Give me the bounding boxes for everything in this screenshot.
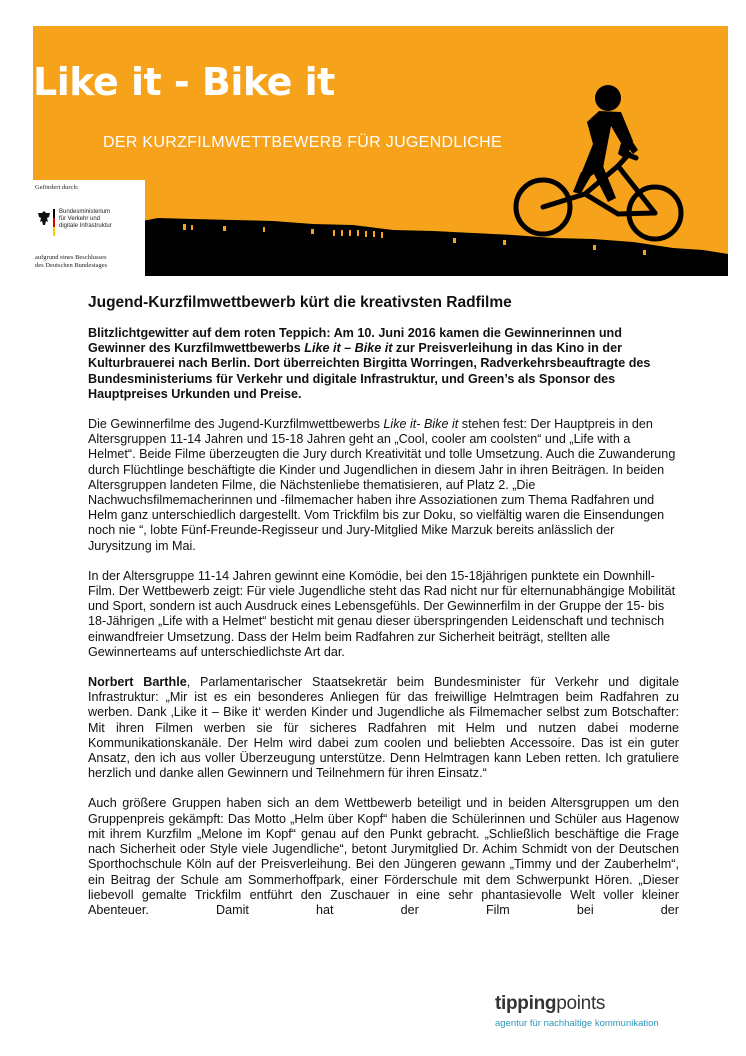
tippingpoints-logo bbox=[495, 993, 685, 1029]
paragraph-winners: Die Gewinnerfilme des Jugend-Kurzfilmwettbewerbs Like it- Bike it stehen fest: Der Hauptpreis in den Altersgruppen 11-14 Jahren und 15-18 Jahren geht an „Cool, cooler am coolsten“ und „Life with a Helmet“. Beide Filme überzeugten die Jury durch Kreativität und tolle Umsetzung. Auch die Zuwanderung durch Flüchtlinge beschäftigte die Kinder und Jugendlichen in diesem Jahr in ihren Beiträgen. In beiden Altersgruppen landeten Filme, die Nächstenliebe thematisieren, auf Platz 2. „Die Nachwuchsfilmemacherinnen und -filmemacher haben ihre Assoziationen zum Thema Radfahren und Helm ganz unterschiedlich dargestellt. Vom Trickfilm bis zur Doku, so vielfältig waren die Einsendungen noch nie “, lobte Fünf-Freunde-Regisseur und Jury-Mitglied Mike Marzuk bereits anlässlich der Jurysitzung im Mai. bbox=[88, 417, 676, 553]
ministry-name: Bundesministerium für Verkehr und digitale Infrastruktur bbox=[59, 209, 112, 229]
funder-logo-box bbox=[33, 180, 145, 276]
banner-title: Like it - Bike it bbox=[33, 60, 335, 104]
article-headline: Jugend-Kurzfilmwettbewerb kürt die kreativsten Radfilme bbox=[88, 294, 512, 311]
paragraph-group-prize: Auch größere Gruppen haben sich an dem Wettbewerb beteiligt und in beiden Altersgruppen um den Gruppenpreis gekämpft: Das Motto „Helm über Kopf“ haben die Schülerinnen und Schüler aus Hagenow mit ihrem Kurzfilm „Melone im Kopf“ genau auf den Punkt gebracht. „Schließlich beschäftige die Frage nach Sicherheit oder Style viele Jugendliche“, betont Jurymitglied Dr. Achim Schmidt von der Deutschen Sporthochschule Köln auf der Preisverleihung. Bei den Jüngeren gewann „Timmy und der Zauberhelm“, ein Beitrag der Schule am Sommerhoffpark, einer Förderschule mit dem Schwerpunkt Hören. „Dieser liebevoll gemalte Trickfilm entführt den Zuschauer in eine sehr phantasievolle Welt voller kleiner Abenteuer. Damit hat der Film bei der bbox=[88, 796, 679, 917]
film-title: Like it – Bike it bbox=[304, 341, 393, 356]
federal-eagle-icon bbox=[37, 210, 51, 226]
paragraph-quote: Norbert Barthle, Parlamentarischer Staatsekretär beim Bundesminister für Verkehr und digitale Infrastruktur: „Mir ist es ein besonderes Anliegen für das freiwillige Helmtragen beim Radfahren zu werben. Dank ‚Like it – Bike it‘ werden Kinder und Jugendliche als Filmemacher selbst zum Botschafter: Mit ihren Filmen werben sie für sicheres Radfahren mit Helm und nutzen dabei moderne Kommunikationskanäle. Der Helm wird dabei zum coolen und beliebten Accessoire. Das ist ein guter Ansatz, den ich aus voller Überzeugung unterstütze. Denn Helmtragen kann Leben retten. Ich gratuliere herzlich und danke allen Gewinnern und Teilnehmern für ihren Einsatz.“ bbox=[88, 675, 679, 781]
banner-subtitle: DER KURZFILMWETTBEWERB FÜR JUGENDLICHE bbox=[103, 134, 502, 151]
film-title: Like it- Bike it bbox=[383, 417, 459, 432]
parliament-note: aufgrund eines Beschlusses des Deutschen Bundestages bbox=[35, 254, 108, 269]
supported-by-label: Gefördert durch: bbox=[35, 184, 79, 191]
speaker-name: Norbert Barthle bbox=[88, 675, 187, 690]
article-body bbox=[88, 294, 679, 918]
paragraph-age-groups: In der Altersgruppe 11-14 Jahren gewinnt eine Komödie, bei den 15-18jährigen punktete ein Downhill-Film. Der Wettbewerb zeigt: Für viele Jugendliche steht das Rad nicht nur für elternunabhängige Mobilität und Sport, sondern ist auch Ausdruck eines Lebensgefühls. Der Gewinnerfilm in der Gruppe der 15- bis 18-Jährigen „Life with a Helmet“ besticht mit genau dieser überspringenden Leidenschaft und technisch einwandfreier Umsetzung. Dass der Helm beim Radfahren zur Sicherheit beiträgt, stellten alle Gewinnerteams auf unterschiedlichste Art dar. bbox=[88, 568, 676, 659]
logo-tagline: agentur für nachhaltige kommunikation bbox=[495, 1018, 659, 1029]
lead-paragraph: Blitzlichtgewitter auf dem roten Teppich: Am 10. Juni 2016 kamen die Gewinnerinnen und Gewinner des Kurzfilmwettbewerbs Like it – Bike it zur Preisverleihung in das Kino in der Kulturbrauerei nach Berlin. Dort überreichten Birgitta Worringen, Radverkehrsbeauftragte des Bundesministeriums für Verkehr und digitale Infrastruktur, und Green’s als Sponsor des Hauptpreises Urkunden und Preise. bbox=[88, 326, 651, 401]
logo-wordmark: tippingpoints bbox=[495, 993, 606, 1014]
german-flag-bar bbox=[53, 209, 55, 236]
